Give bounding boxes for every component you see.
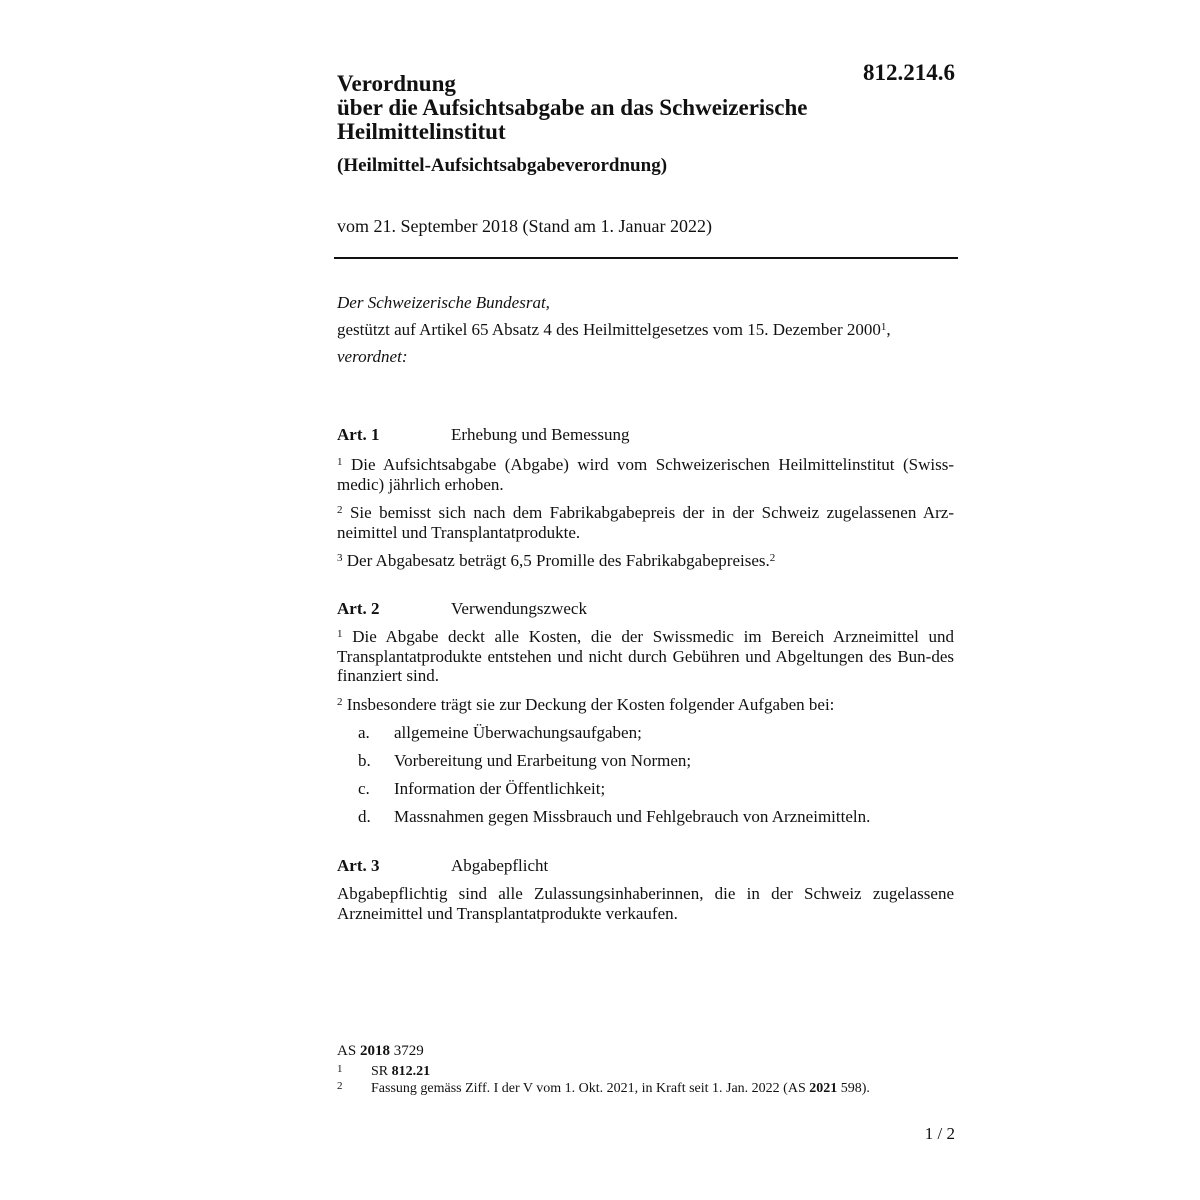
list-text: Information der Öffentlichkeit;: [394, 779, 606, 798]
page-number: 1 / 2: [924, 1124, 955, 1143]
article-2-paragraph-2: [337, 695, 954, 715]
title-line-1: Verordnung: [337, 71, 456, 96]
article-1-title: Erhebung und Bemessung: [451, 425, 630, 444]
list-item-d: [358, 807, 870, 827]
footnote-number: 2: [337, 1080, 343, 1092]
article-2-number: Art. 2: [337, 599, 380, 618]
footnote-ref-2[interactable]: 2: [769, 552, 776, 564]
preamble: [337, 289, 957, 370]
paragraph-text: Die Abgabe deckt alle Kosten, die der Swissmedic im Bereich Arzneimittel und Transplantatprodukte entstehen und nicht durch Gebühren und Abgeltungen des Bun-des finanziert sind.: [337, 627, 955, 685]
footnote-number: 1: [337, 1063, 343, 1075]
article-3-title: Abgabepflicht: [451, 856, 549, 875]
preamble-basis: [337, 316, 957, 343]
article-2-title: Verwendungszweck: [451, 599, 587, 618]
paragraph-number: 1: [337, 456, 343, 468]
list-letter: d.: [358, 807, 371, 826]
article-1-number: Art. 1: [337, 425, 380, 444]
list-text: allgemeine Überwachungsaufgaben;: [394, 723, 642, 742]
official-compilation-reference: [337, 1043, 424, 1060]
document-title: [337, 72, 877, 144]
title-divider: [334, 257, 958, 259]
preamble-basis-end: ,: [886, 320, 891, 339]
article-3-paragraph-1: [337, 884, 954, 923]
short-title: (Heilmittel-Aufsichtsabgabeverordnung): [337, 155, 668, 176]
paragraph-number: 2: [337, 696, 343, 708]
article-1-paragraph-1: [337, 455, 954, 494]
preamble-authority: Der Schweizerische Bundesrat,: [337, 293, 550, 312]
as-prefix: AS: [337, 1043, 357, 1059]
list-text: Massnahmen gegen Missbrauch und Fehlgebrauch von Arzneimitteln.: [394, 807, 871, 826]
list-letter: c.: [358, 779, 370, 798]
article-2-paragraph-1: [337, 627, 954, 686]
as-year: 2018: [359, 1043, 390, 1059]
footnote-2: [337, 1080, 870, 1097]
article-3-number: Art. 3: [337, 856, 380, 875]
paragraph-text: Sie bemisst sich nach dem Fabrikabgabepreis der in der Schweiz zugelassenen Arz-neimittel und Transplantatprodukte.: [337, 503, 954, 542]
footnote-text-post: 598).: [840, 1081, 870, 1096]
footnote-1: [337, 1063, 430, 1080]
preamble-basis-text: gestützt auf Artikel 65 Absatz 4 des Heilmittelgesetzes vom 15. Dezember 2000: [337, 320, 881, 339]
article-1-paragraph-2: [337, 503, 954, 542]
paragraph-number: 1: [337, 628, 343, 640]
paragraph-number: 3: [337, 552, 343, 564]
list-letter: b.: [358, 751, 371, 770]
list-item-a: [358, 723, 642, 743]
paragraph-text: Abgabepflichtig sind alle Zulassungsinhaberinnen, die in der Schweiz zugelassene Arzneimittel und Transplantatprodukte verkaufen.: [337, 884, 954, 923]
sr-number: 812.214.6: [863, 60, 955, 85]
list-item-c: [358, 779, 605, 799]
list-text: Vorbereitung und Erarbeitung von Normen;: [394, 751, 692, 770]
paragraph-text: Die Aufsichtsabgabe (Abgabe) wird vom Schweizerischen Heilmittelinstitut (Swiss-medic) jährlich erhoben.: [337, 455, 954, 494]
list-letter: a.: [358, 723, 370, 742]
paragraph-number: 2: [337, 504, 343, 516]
date-line: vom 21. September 2018 (Stand am 1. Januar 2022): [337, 216, 712, 236]
article-3-heading: [337, 856, 548, 876]
footnote-text-bold[interactable]: 2021: [809, 1081, 838, 1096]
footnote-text-pre: SR: [371, 1064, 389, 1079]
article-1-paragraph-3: [337, 551, 954, 571]
article-2-heading: [337, 599, 587, 619]
title-line-3: Heilmittelinstitut: [337, 119, 506, 144]
paragraph-text: Der Abgabesatz beträgt 6,5 Promille des Fabrikabgabepreises.: [346, 551, 770, 570]
preamble-decree: verordnet:: [337, 347, 408, 366]
as-page: 3729: [393, 1043, 424, 1059]
title-line-2: über die Aufsichtsabgabe an das Schweizerische: [337, 95, 808, 120]
paragraph-text: Insbesondere trägt sie zur Deckung der Kosten folgender Aufgaben bei:: [346, 695, 835, 714]
list-item-b: [358, 751, 691, 771]
article-1-heading: [337, 425, 629, 445]
footnote-text-pre: Fassung gemäss Ziff. I der V vom 1. Okt. 2021, in Kraft seit 1. Jan. 2022 (AS: [371, 1081, 806, 1096]
footnote-ref-1[interactable]: 1: [880, 321, 887, 333]
footnote-text-bold[interactable]: 812.21: [391, 1064, 431, 1079]
